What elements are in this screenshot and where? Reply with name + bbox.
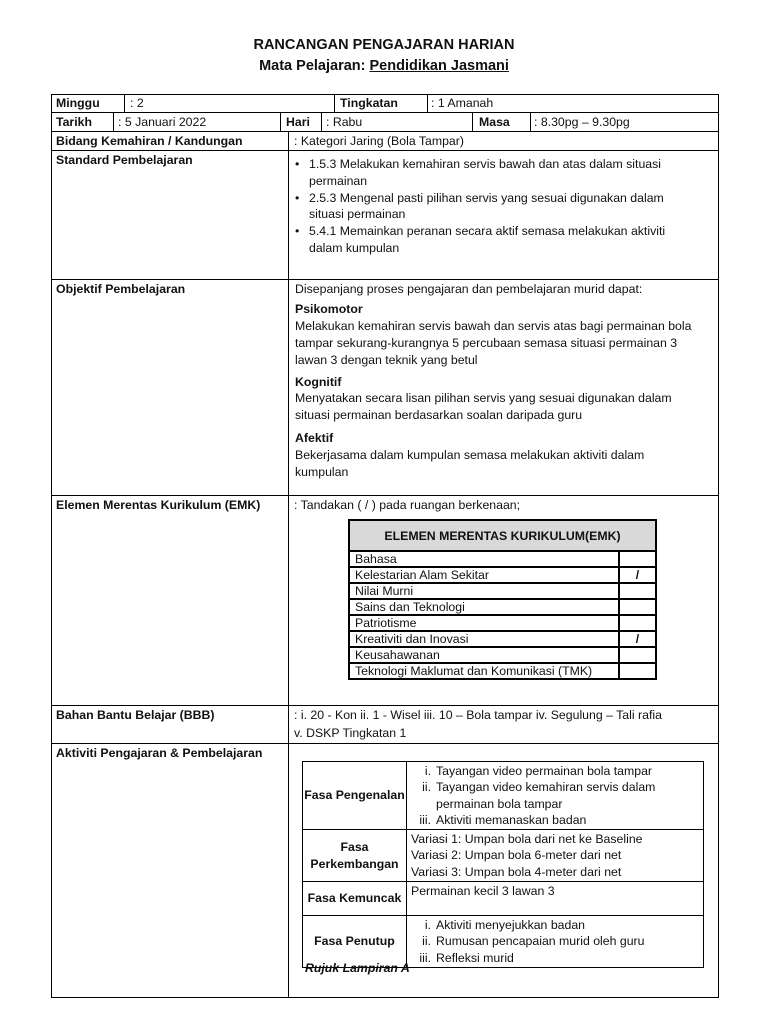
variasi-item: Variasi 3: Umpan bola 4-meter dari net xyxy=(411,864,622,879)
subject-name: Pendidikan Jasmani xyxy=(369,58,509,74)
emk-instruction: : Tandakan ( / ) pada ruangan berkenaan; xyxy=(294,498,521,512)
bidang-label: Bidang Kemahiran / Kandungan xyxy=(56,134,243,148)
page-title: RANCANGAN PENGAJARAN HARIAN xyxy=(253,37,515,53)
emk-checkbox[interactable] xyxy=(619,583,656,599)
subject-label: Mata Pelajaran: xyxy=(259,58,370,74)
bbb-line1: : i. 20 - Kon ii. 1 - Wisel iii. 10 – Bola tampar iv. Segulung – Tali rafia xyxy=(294,708,662,722)
tingkatan-value: : 1 Amanah xyxy=(431,96,494,110)
standard-item: • 1.5.3 Melakukan kemahiran servis bawah dan atas dalam situasi permainan xyxy=(292,156,692,189)
afektif-title: Afektif xyxy=(295,431,334,445)
objektif-intro: Disepanjang proses pengajaran dan pembelajaran murid dapat: xyxy=(295,282,643,296)
masa-value: : 8.30pg – 9.30pg xyxy=(534,115,630,129)
activity-item: i. Tayangan video permainan bola tampar xyxy=(424,764,653,778)
aktiviti-table xyxy=(302,761,704,968)
aktiviti-label: Aktiviti Pengajaran & Pembelajaran xyxy=(56,746,263,760)
emk-table-header: ELEMEN MERENTAS KURIKULUM(EMK) xyxy=(349,520,656,551)
emk-element: Teknologi Maklumat dan Komunikasi (TMK) xyxy=(349,663,619,679)
psikomotor-title: Psikomotor xyxy=(295,302,363,316)
emk-checkbox[interactable] xyxy=(619,615,656,631)
kognitif-text: Menyatakan secara lisan pilihan servis yang sesuai digunakan dalam situasi permainan berdasarkan soalan daripada guru xyxy=(295,391,672,422)
emk-row xyxy=(349,567,656,583)
variasi-item: Variasi 1: Umpan bola dari net ke Baseline xyxy=(411,832,643,847)
emk-row xyxy=(349,631,656,647)
tarikh-value: : 5 Januari 2022 xyxy=(118,115,207,129)
activity-item: iii. Refleksi murid xyxy=(419,950,514,965)
fasa-penutup-label: Fasa Penutup xyxy=(303,916,407,968)
standard-item: • 5.4.1 Memainkan peranan secara aktif semasa melakukan aktiviti dalam kumpulan xyxy=(292,223,692,256)
fasa-kemuncak-row xyxy=(303,882,704,916)
emk-row xyxy=(349,615,656,631)
emk-row xyxy=(349,647,656,663)
emk-checkbox[interactable] xyxy=(619,599,656,615)
emk-element: Bahasa xyxy=(349,551,619,567)
activity-item: ii. Rumusan pencapaian murid oleh guru xyxy=(422,934,645,949)
hari-label: Hari xyxy=(286,115,310,129)
activity-item: iii. Aktiviti memanaskan badan xyxy=(419,812,587,827)
emk-checkbox[interactable] xyxy=(619,551,656,567)
emk-row xyxy=(349,663,656,679)
fasa-perkembangan-label: Fasa Perkembangan xyxy=(303,830,407,882)
fasa-penutup-row xyxy=(303,916,704,968)
emk-checkbox[interactable] xyxy=(619,647,656,663)
fasa-perkembangan-row xyxy=(303,830,704,882)
fasa-kemuncak-label: Fasa Kemuncak xyxy=(303,882,407,916)
bidang-value: : Kategori Jaring (Bola Tampar) xyxy=(294,134,464,148)
emk-checkbox[interactable] xyxy=(619,663,656,679)
standard-item: • 2.5.3 Mengenal pasti pilihan servis yang sesuai digunakan dalam situasi permainan xyxy=(292,190,692,223)
activity-item: i. Aktiviti menyejukkan badan xyxy=(424,918,586,933)
bbb-line2: v. DSKP Tingkatan 1 xyxy=(294,726,407,740)
fasa-pengenalan-label: Fasa Pengenalan xyxy=(303,762,407,830)
emk-checkbox[interactable]: / xyxy=(619,567,656,583)
emk-checkbox[interactable]: / xyxy=(619,631,656,647)
emk-row xyxy=(349,599,656,615)
kemuncak-text: Permainan kecil 3 lawan 3 xyxy=(407,882,704,916)
psikomotor-text: Melakukan kemahiran servis bawah dan servis atas bagi permainan bola tampar sekurang-kurangnya 5 percubaan semasa situasi permainan 3 lawan 3 dengan teknik yang betul xyxy=(295,319,692,367)
minggu-label: Minggu xyxy=(56,96,100,110)
kognitif-title: Kognitif xyxy=(295,375,342,389)
standard-label: Standard Pembelajaran xyxy=(56,153,193,167)
rujuk-lampiran: Rujuk Lampiran A xyxy=(305,961,410,975)
tingkatan-label: Tingkatan xyxy=(340,96,398,110)
subject-heading xyxy=(0,58,768,74)
emk-row xyxy=(349,551,656,567)
emk-element: Sains dan Teknologi xyxy=(349,599,619,615)
variasi-item: Variasi 2: Umpan bola 6-meter dari net xyxy=(411,848,622,863)
hari-value: : Rabu xyxy=(326,115,363,129)
emk-element: Patriotisme xyxy=(349,615,619,631)
minggu-value: : 2 xyxy=(130,96,144,110)
fasa-pengenalan-row xyxy=(303,762,704,830)
emk-row xyxy=(349,583,656,599)
emk-label: Elemen Merentas Kurikulum (EMK) xyxy=(56,498,261,512)
activity-item: ii. Tayangan video kemahiran servis dalam permainan bola tampar xyxy=(422,780,656,811)
emk-element: Keusahawanan xyxy=(349,647,619,663)
afektif-text: Bekerjasama dalam kumpulan semasa melakukan aktiviti dalam kumpulan xyxy=(295,448,645,479)
emk-element: Kelestarian Alam Sekitar xyxy=(349,567,619,583)
standard-list xyxy=(292,156,692,257)
bbb-label: Bahan Bantu Belajar (BBB) xyxy=(56,708,215,722)
emk-table xyxy=(348,519,657,680)
emk-element: Kreativiti dan Inovasi xyxy=(349,631,619,647)
masa-label: Masa xyxy=(479,115,510,129)
emk-element: Nilai Murni xyxy=(349,583,619,599)
objektif-label: Objektif Pembelajaran xyxy=(56,282,186,296)
tarikh-label: Tarikh xyxy=(56,115,92,129)
